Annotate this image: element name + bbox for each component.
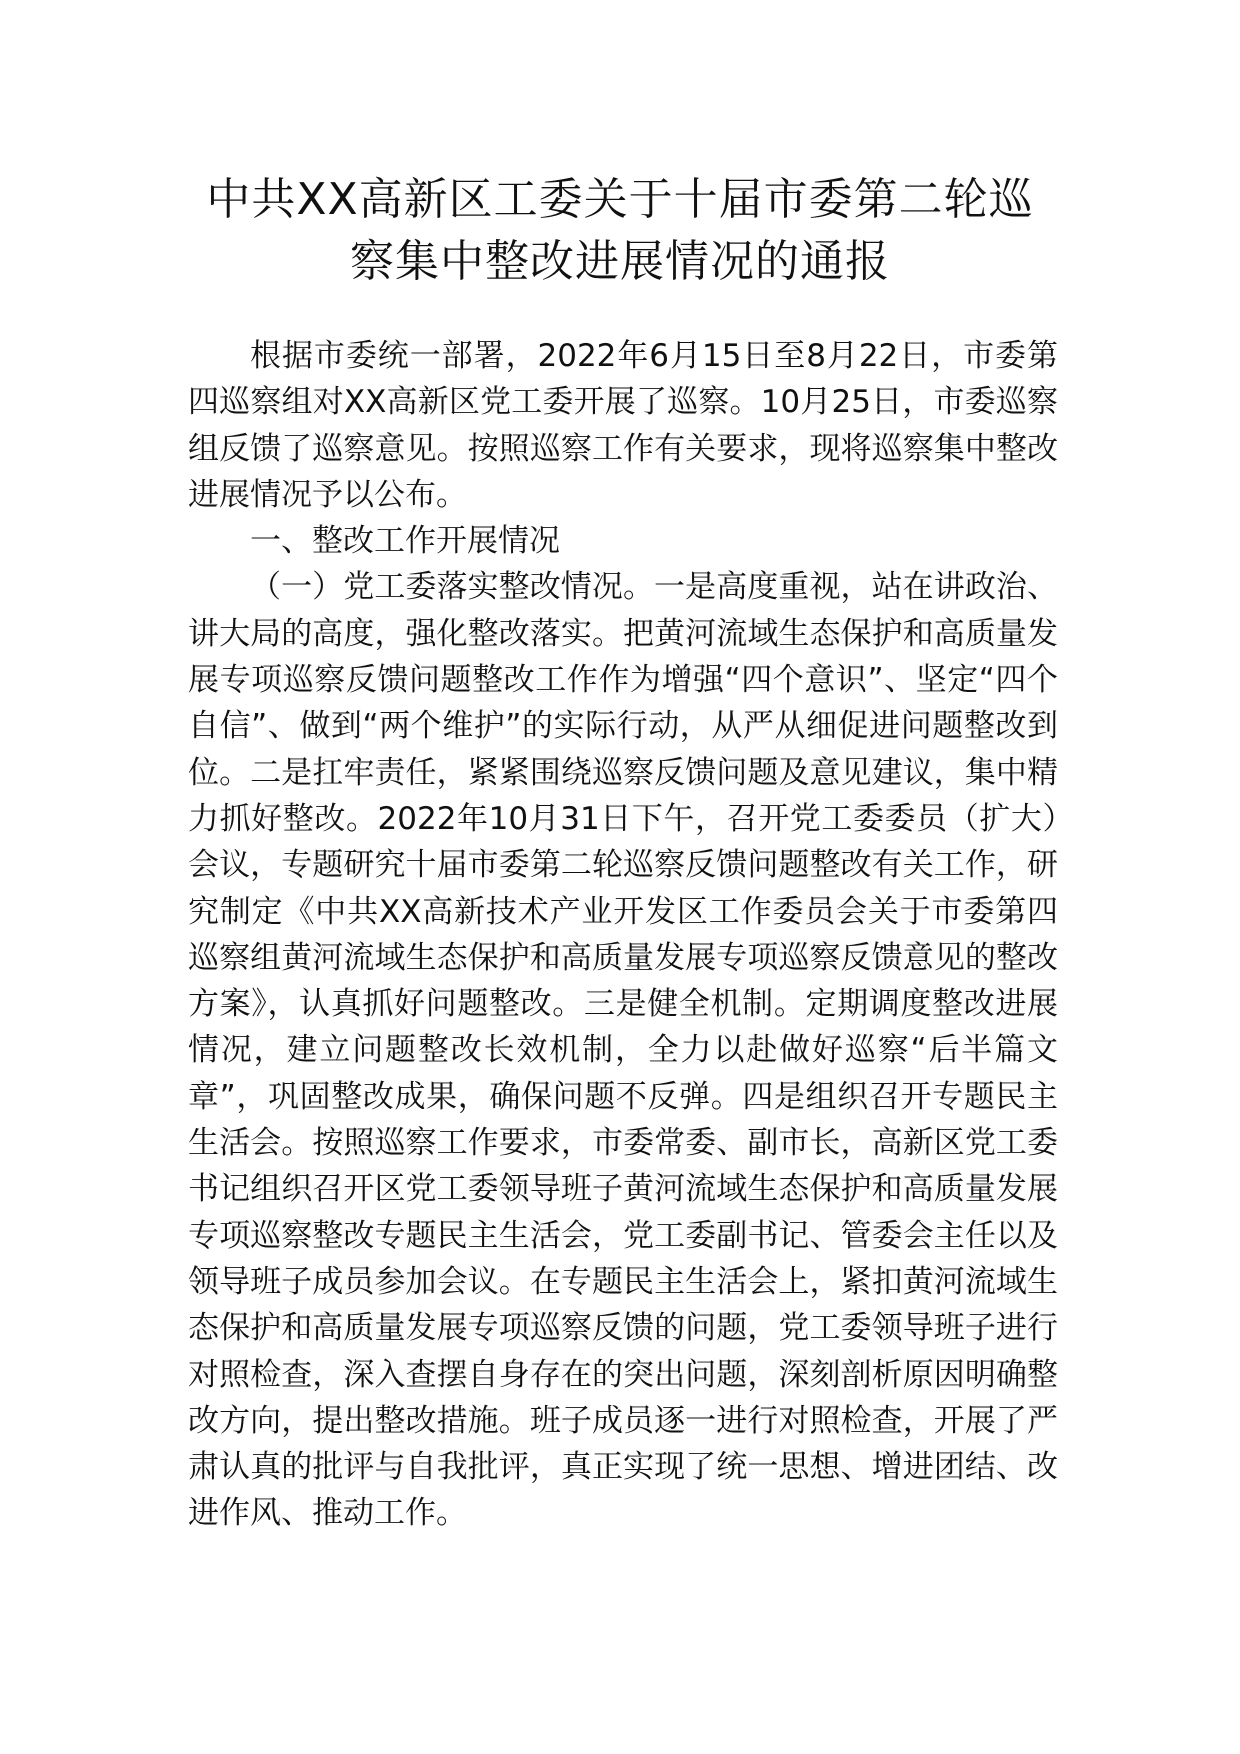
document-title-line2: 察集中整改进展情况的通报 xyxy=(350,236,890,287)
paragraph-rectification: （一）党工委落实整改情况。一是高度重视，站在讲政治、讲大局的高度，强化整改落实。把黄河流域生态保护和高质量发展专项巡察反馈问题整改工作作为增强“四个意识”、坚定“四个自信”、做到“两个维护”的实际行动，从严从细促进问题整改到位。二是扛牢责任，紧紧围绕巡察反馈问题及意见建议，集中精力抓好整改。2022年10月31日下午，召开党工委委员（扩大）会议，专题研究十届市委第二轮巡察反馈问题整改有关工作，研究制定《中共XX高新技术产业开发区工作委员会关于市委第四巡察组黄河流域生态保护和高质量发展专项巡察反馈意见的整改方案》，认真抓好问题整改。三是健全机制。定期调度整改进展情况，建立问题整改长效机制，全力以赴做好巡察“后半篇文章”，巩固整改成果，确保问题不反弹。四是组织召开专题民主生活会。按照巡察工作要求，市委常委、副市长，高新区党工委书记组织召开区党工委领导班子黄河流域生态保护和高质量发展专项巡察整改专题民主生活会，党工委副书记、管委会主任以及领导班子成员参加会议。在专题民主生活会上，紧扣黄河流域生态保护和高质量发展专项巡察反馈的问题，党工委领导班子进行对照检查，深入查摆自身存在的突出问题，深刻剖析原因明确整改方向，提出整改措施。班子成员逐一进行对照检查，开展了严肃认真的批评与自我批评，真正实现了统一思想、增进团结、改进作风、推动工作。 xyxy=(188,569,1058,1532)
section-heading: 一、整改工作开展情况 xyxy=(250,523,560,560)
document-title-line1: 中共XX高新区工委关于十届市委第二轮巡 xyxy=(206,174,1034,225)
paragraph-intro: 根据市委统一部署，2022年6月15日至8月22日，市委第四巡察组对XX高新区党工委开展了巡察。10月25日，市委巡察组反馈了巡察意见。按照巡察工作有关要求，现将巡察集中整改进展情况予以公布。 xyxy=(188,338,1058,513)
document-body xyxy=(188,333,1058,1537)
